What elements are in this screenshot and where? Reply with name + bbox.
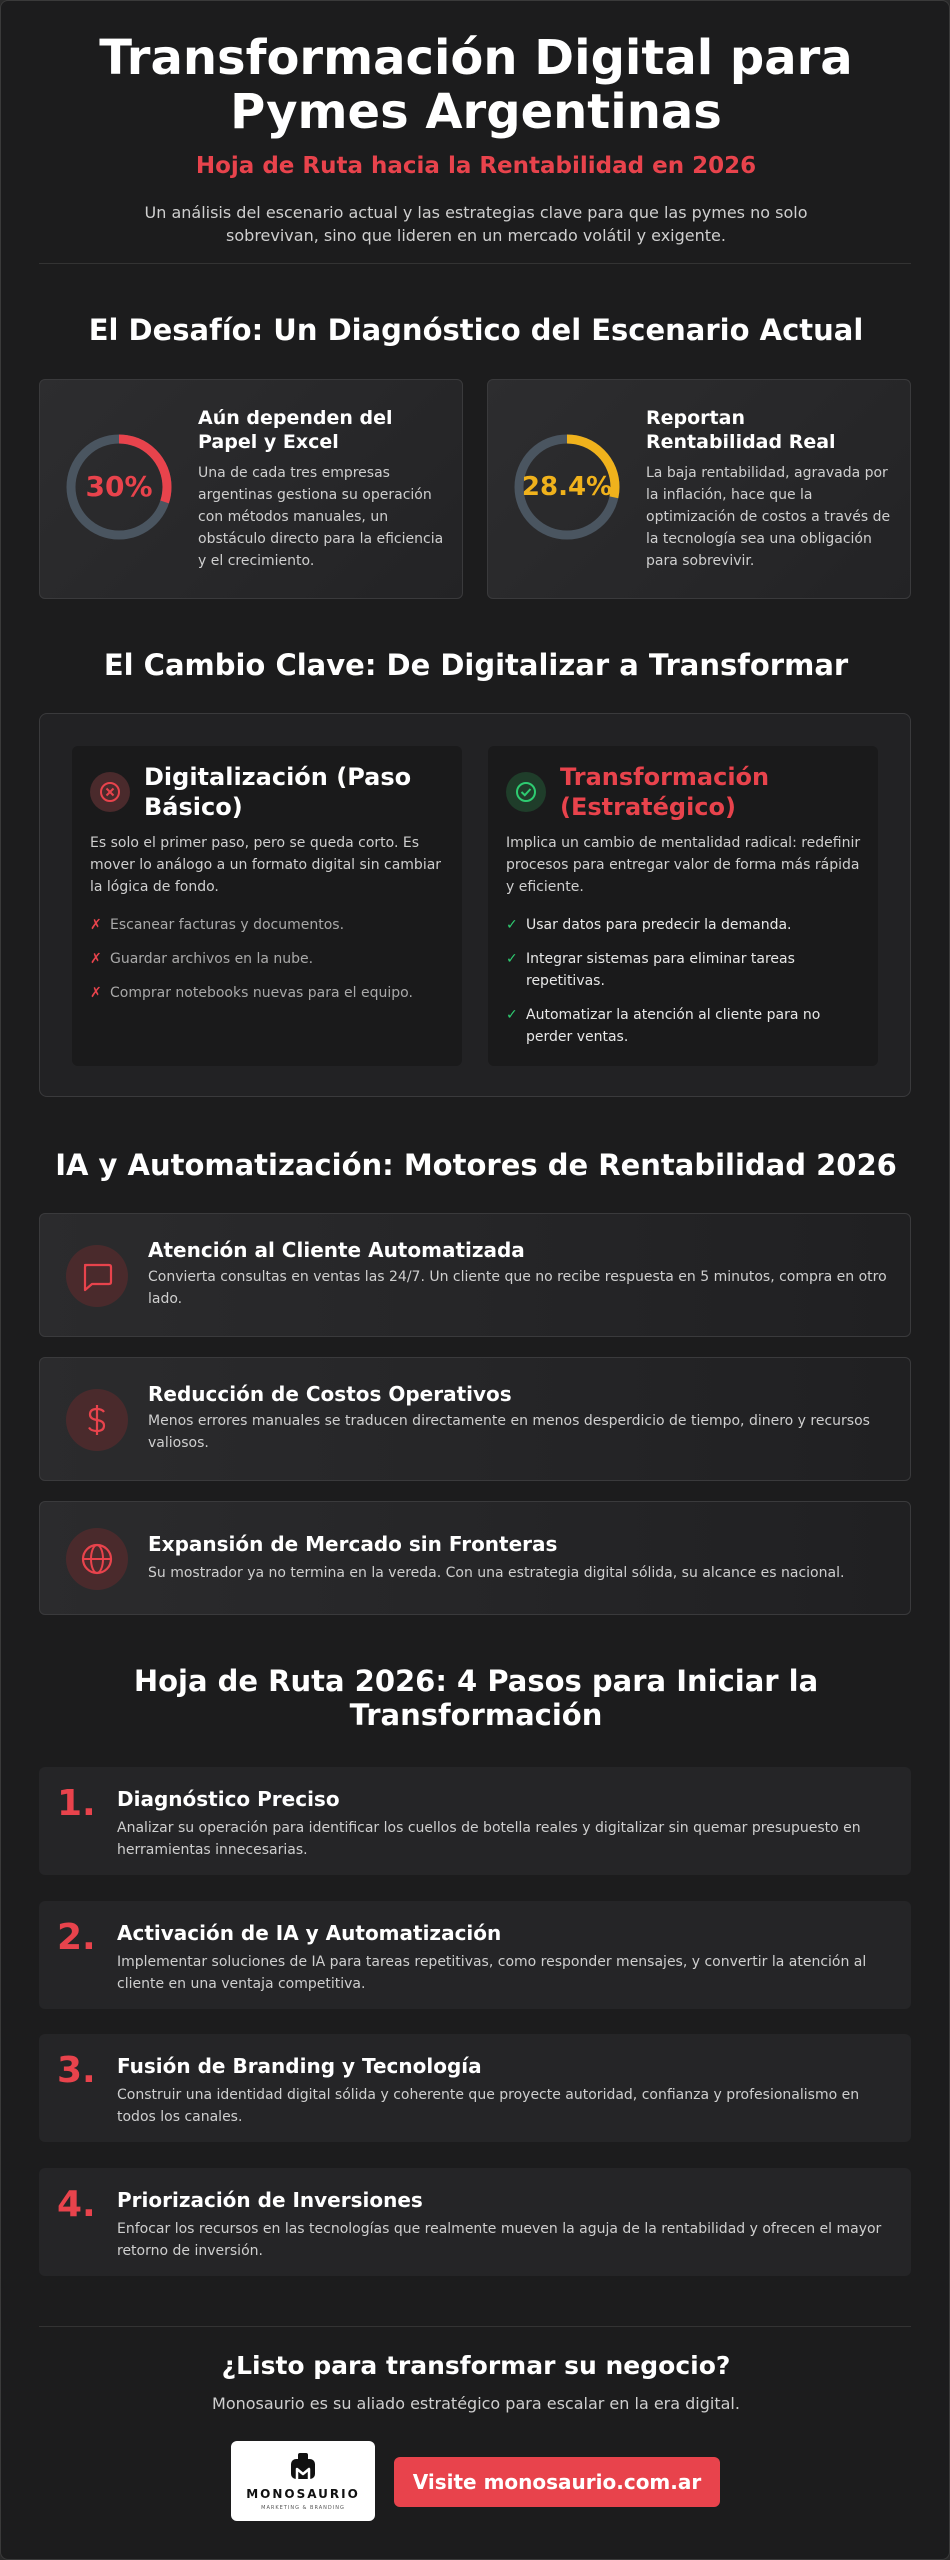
stat-desc: Una de cada tres empresas argentinas gestiona su operación con métodos manuales, un obstáculo directo para la eficiencia y el crecimiento.: [198, 465, 444, 569]
list-item-text: Automatizar la atención al cliente para no perder ventas.: [526, 1007, 821, 1045]
step-title: Diagnóstico Preciso: [117, 1787, 340, 1811]
x-mark-icon: ✗: [90, 985, 102, 1001]
globe-icon: [66, 1528, 128, 1590]
roadmap-title: [1, 1664, 950, 1732]
step-desc: Implementar soluciones de IA para tareas repetitivas, como responder mensajes, y convertir la atención al cliente en una ventaja competitiva.: [117, 1954, 867, 1992]
transformation-list: [506, 914, 866, 1060]
dinosaur-logo-icon: [287, 2451, 319, 2483]
driver-desc: Convierta consultas en ventas las 24/7. Un cliente que no recibe respuesta en 5 minutos, compra en otro lado.: [148, 1269, 887, 1307]
transformation-desc: Implica un cambio de mentalidad radical: redefinir procesos para entregar valor de forma más rápida y eficiente.: [506, 835, 861, 895]
digitalization-column: [72, 746, 462, 1066]
check-mark-icon: ✓: [506, 951, 518, 967]
check-mark-icon: ✓: [506, 917, 518, 933]
logo-wordmark: MONOSAURIO: [246, 2487, 360, 2501]
monosaurio-logo[interactable]: [231, 2441, 375, 2521]
list-item-text: Escanear facturas y documentos.: [110, 917, 345, 933]
x-circle-icon: [90, 772, 130, 812]
list-item: [506, 914, 866, 936]
transformation-title: Transformación (Estratégico): [560, 763, 770, 821]
stat-title: Reportan Rentabilidad Real: [646, 407, 836, 453]
step-number: 4.: [57, 2184, 96, 2225]
roadmap-step-1: [39, 1767, 911, 1875]
list-item: [506, 1004, 866, 1048]
driver-title: Atención al Cliente Automatizada: [148, 1238, 525, 1262]
driver-desc: Su mostrador ya no termina en la vereda. Con una estrategia digital sólida, su alcance es nacional.: [148, 1565, 845, 1581]
list-item-text: Usar datos para predecir la demanda.: [526, 917, 792, 933]
list-item: [90, 914, 450, 936]
logo-tagline: MARKETING & BRANDING: [261, 2505, 345, 2511]
step-desc: Analizar su operación para identificar los cuellos de botella reales y digitalizar sin quemar presupuesto en herramientas innecesarias.: [117, 1820, 861, 1858]
shift-title: El Cambio Clave: De Digitalizar a Transformar: [103, 648, 849, 682]
list-item: [90, 948, 450, 970]
chat-icon: [66, 1245, 128, 1307]
driver-desc: Menos errores manuales se traducen directamente en menos desperdicio de tiempo, dinero y recursos valiosos.: [148, 1413, 870, 1451]
driver-title: Reducción de Costos Operativos: [148, 1382, 512, 1406]
step-title: Priorización de Inversiones: [117, 2188, 423, 2212]
x-mark-icon: ✗: [90, 951, 102, 967]
divider: [39, 263, 911, 264]
roadmap-step-2: [39, 1901, 911, 2009]
driver-card-expansion: [39, 1501, 911, 1615]
step-number: 1.: [57, 1783, 96, 1824]
stat-card-profitability: [487, 379, 911, 599]
transformation-column: [488, 746, 878, 1066]
stat-value: 28.4%: [521, 472, 613, 502]
digitalization-list: [90, 914, 450, 1016]
roadmap-title-line2: Transformación: [349, 1698, 603, 1732]
driver-card-costs: [39, 1357, 911, 1481]
stat-desc: La baja rentabilidad, agravada por la inflación, hace que la optimización de costos a través de la tecnología sea una obligación para sobrevivir.: [646, 465, 891, 569]
step-number: 2.: [57, 1917, 96, 1958]
cta-subtitle: Monosaurio es su aliado estratégico para escalar en la era digital.: [212, 2394, 740, 2413]
digitalization-title: Digitalización (Paso Básico): [144, 763, 412, 821]
step-title: Activación de IA y Automatización: [117, 1921, 502, 1945]
driver-title: Expansión de Mercado sin Fronteras: [148, 1532, 558, 1556]
list-item-text: Guardar archivos en la nube.: [110, 951, 314, 967]
donut-chart: [512, 432, 622, 542]
stat-title: Aún dependen del Papel y Excel: [198, 407, 393, 453]
check-mark-icon: ✓: [506, 1007, 518, 1023]
list-item: [90, 982, 450, 1004]
roadmap-title-line1: Hoja de Ruta 2026: 4 Pasos para Iniciar la: [133, 1664, 819, 1698]
roadmap-step-3: [39, 2034, 911, 2142]
digitalization-desc: Es solo el primer paso, pero se queda corto. Es mover lo análogo a un formato digital sin cambiar la lógica de fondo.: [90, 835, 442, 895]
hero: [1, 31, 950, 247]
challenge-title: El Desafío: Un Diagnóstico del Escenario Actual: [88, 313, 864, 347]
hero-title-line1: Transformación Digital para: [99, 30, 853, 86]
cta-title: ¿Listo para transformar su negocio?: [221, 2351, 731, 2380]
hero-subtitle: Hoja de Ruta hacia la Rentabilidad en 2026: [195, 153, 757, 179]
roadmap-step-4: [39, 2168, 911, 2276]
divider: [39, 2326, 911, 2327]
hero-title-line2: Pymes Argentinas: [230, 84, 722, 140]
stat-card-paper-excel: [39, 379, 463, 599]
donut-chart: [64, 432, 174, 542]
hero-intro: Un análisis del escenario actual y las estrategias clave para que las pymes no solo sobrevivan, sino que lideren en un mercado volátil y exigente.: [144, 203, 808, 245]
hero-title: [1, 31, 950, 139]
visit-website-button[interactable]: Visite monosaurio.com.ar: [394, 2457, 720, 2507]
step-desc: Enfocar los recursos en las tecnologías que realmente mueven la aguja de la rentabilidad y ofrecen el mayor retorno de inversión.: [117, 2221, 882, 2259]
driver-card-customer-service: [39, 1213, 911, 1337]
check-circle-icon: [506, 772, 546, 812]
list-item-text: Integrar sistemas para eliminar tareas repetitivas.: [526, 951, 795, 989]
stat-value: 30%: [85, 470, 153, 503]
drivers-title: IA y Automatización: Motores de Rentabilidad 2026: [55, 1148, 897, 1182]
step-number: 3.: [57, 2050, 96, 2091]
dollar-icon: [66, 1389, 128, 1451]
step-desc: Construir una identidad digital sólida y coherente que proyecte autoridad, confianza y profesionalismo en todos los canales.: [117, 2087, 860, 2125]
x-mark-icon: ✗: [90, 917, 102, 933]
shift-comparison: [39, 713, 911, 1097]
list-item-text: Comprar notebooks nuevas para el equipo.: [110, 985, 413, 1001]
list-item: [506, 948, 866, 992]
step-title: Fusión de Branding y Tecnología: [117, 2054, 482, 2078]
